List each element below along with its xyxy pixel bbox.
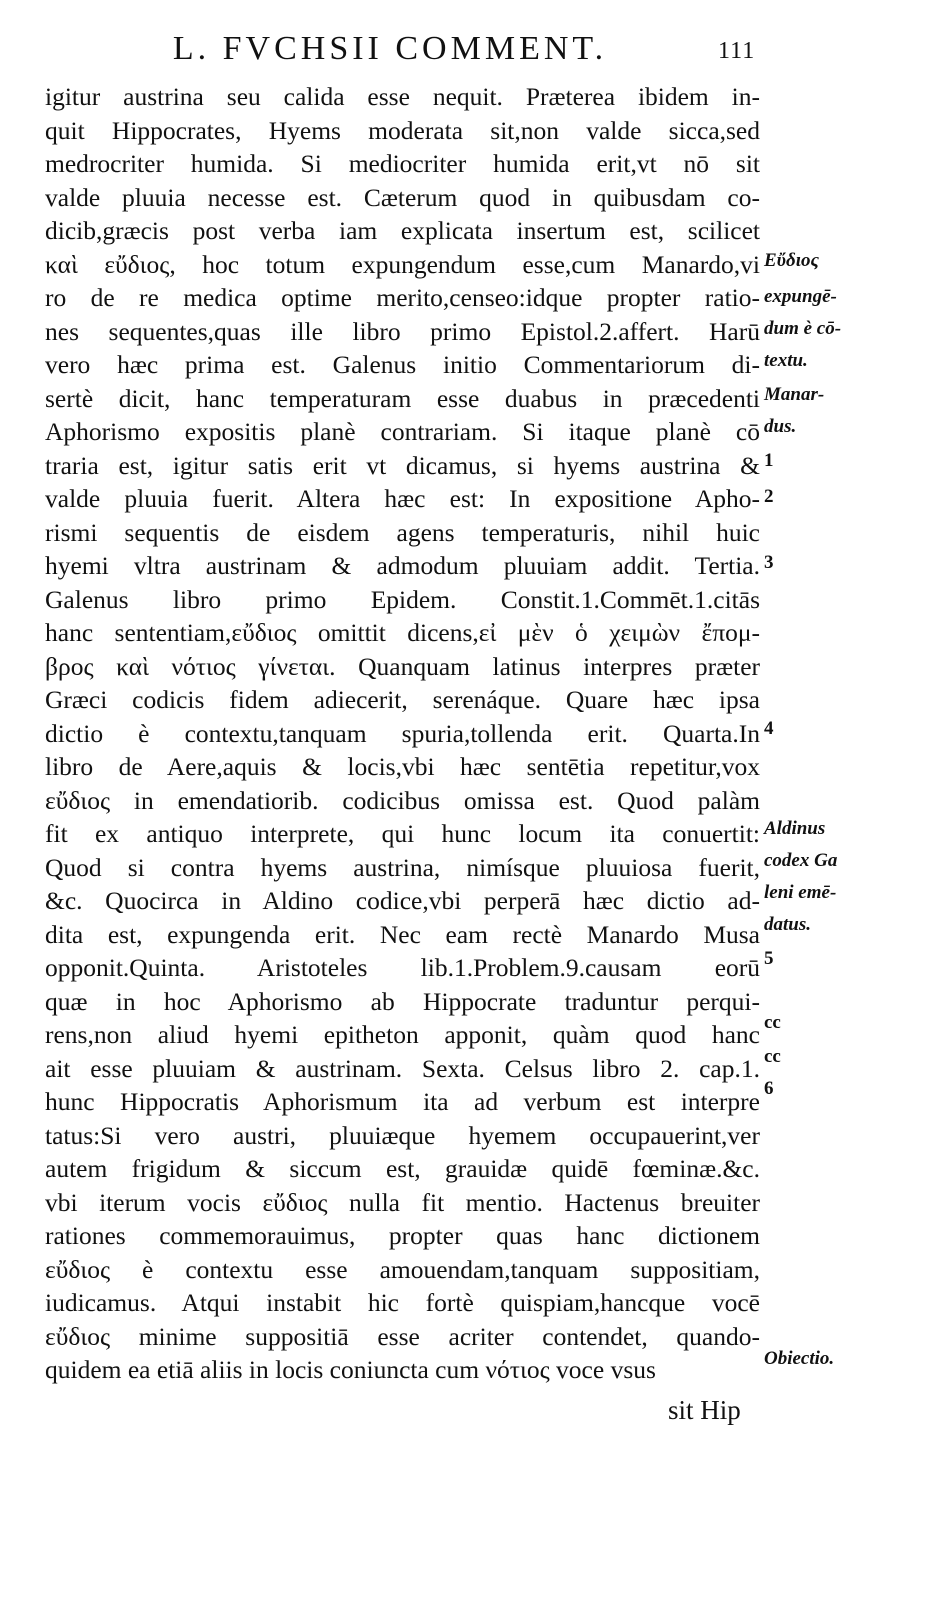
text-line: dita est, expungenda erit. Nec eam rectè Manardo Musa	[45, 919, 760, 949]
text-line: hanc sententiam,εὔδιος omittit dicens,εἰ μὲν ὁ χειμὼν ἔπομ-	[45, 618, 760, 647]
marginal-note-expunge: textu.	[764, 350, 808, 371]
text-line: hyemi vltra austrinam & admodum pluuiam addit. Tertia.	[45, 551, 760, 580]
text-line: medrocriter humida. Si mediocriter humida erit,vt nō sit	[45, 149, 760, 178]
text-line: vero hæc prima est. Galenus initio Commentariorum di-	[45, 350, 760, 379]
marginal-number: 5	[764, 948, 774, 969]
marginal-number: 2	[764, 486, 774, 507]
text-line: fit ex antiquo interprete, qui hunc locum ita conuertit:	[45, 819, 760, 848]
text-line: libro de Aere,aquis & locis,vbi hæc sentētia repetitur,vox	[45, 752, 760, 781]
text-line: vbi iterum vocis εὔδιος nulla fit mentio. Hactenus breuiter	[45, 1187, 760, 1217]
marginal-cc: cc	[764, 1012, 781, 1033]
text-line: igitur austrina seu calida esse nequit. Præterea ibidem in-	[45, 82, 760, 111]
marginal-number: 6	[764, 1078, 774, 1099]
text-line: rens,non aliud hyemi epitheton apponit, quàm quod hanc	[45, 1020, 760, 1049]
text-line: opponit.Quinta. Aristoteles lib.1.Problem.9.causam eorū	[45, 953, 760, 982]
marginal-note-aldinus: codex Ga	[764, 850, 838, 871]
running-title: L. FVCHSII COMMENT.	[172, 30, 608, 67]
text-line: iudicamus. Atqui instabit hic fortè quispiam,hancque vocē	[45, 1288, 760, 1317]
marginal-note-manardus: dus.	[764, 416, 797, 437]
text-line: rationes commemorauimus, propter quas hanc dictionem	[45, 1221, 760, 1250]
marginal-cc: cc	[764, 1046, 781, 1067]
text-line: Galenus libro primo Epidem. Constit.1.Commēt.1.citās	[45, 584, 760, 614]
text-line: Græci codicis fidem adiecerit, serenáque. Quare hæc ipsa	[45, 685, 760, 714]
marginal-note-aldinus: leni emē-	[764, 882, 837, 903]
text-line: valde pluuia fuerit. Altera hæc est: In expositione Apho-	[45, 484, 760, 513]
text-line: βρος καὶ νότιος γίνεται. Quanquam latinus interpres præter	[45, 651, 760, 681]
marginal-note-eudios: Εὔδιος	[764, 250, 819, 271]
text-line: hunc Hippocratis Aphorismum ita ad verbum est interpre	[45, 1087, 760, 1116]
text-line: ait esse pluuiam & austrinam. Sexta. Celsus libro 2. cap.1.	[45, 1053, 760, 1083]
text-line: sertè dicit, hanc temperaturam esse duabus in præcedenti	[45, 383, 760, 413]
text-line: traria est, igitur satis erit vt dicamus, si hyems austrina &	[45, 450, 760, 480]
text-line: καὶ εὔδιος, hoc totum expungendum esse,cum Manardo,vi	[45, 249, 760, 279]
text-line: quidem ea etiā aliis in locis coniuncta cum νότιος voce vsus	[45, 1355, 656, 1384]
text-line: autem frigidum & siccum est, grauidæ quidē fœminæ.&c.	[45, 1154, 760, 1183]
text-line: dicib,græcis post verba iam explicata insertum est, scilicet	[45, 216, 760, 245]
catchword: sit Hip	[668, 1395, 741, 1425]
text-line: Quod si contra hyems austrina, nimísque pluuiosa fuerit,	[45, 852, 760, 882]
marginal-note-expunge: dum è cō-	[764, 318, 842, 339]
marginal-note-expunge: expungē-	[764, 286, 837, 307]
text-line: Aphorismo expositis planè contrariam. Si itaque planè cō	[45, 417, 760, 446]
marginal-note-obiectio: Obiectio.	[764, 1348, 835, 1369]
text-line: dictio è contextu,tanquam spuria,tollenda erit. Quarta.In	[45, 718, 760, 748]
text-line: ro de re medica optime merito,censeo:idque propter ratio-	[45, 283, 760, 312]
text-line: quæ in hoc Aphorismo ab Hippocrate traduntur perqui-	[45, 986, 760, 1016]
text-line: quit Hippocrates, Hyems moderata sit,non valde sicca,sed	[45, 115, 760, 145]
text-line: εὔδιος in emendatiorib. codicibus omissa est. Quod palàm	[45, 785, 760, 815]
marginal-number: 1	[764, 450, 774, 471]
main-text-block	[45, 80, 760, 1387]
marginal-note-manardus: Manar-	[764, 384, 825, 405]
text-line: &c. Quocirca in Aldino codice,vbi perperā hæc dictio ad-	[45, 886, 760, 915]
text-line: nes sequentes,quas ille libro primo Epistol.2.affert. Harū	[45, 316, 760, 346]
text-line: rismi sequentis de eisdem agens temperaturis, nihil huic	[45, 517, 760, 547]
text-line: valde pluuia necesse est. Cæterum quod in quibusdam co-	[45, 182, 760, 212]
marginal-note-aldinus: Aldinus	[764, 818, 826, 839]
text-line: εὔδιος minime suppositiā esse acriter contendet, quando-	[45, 1321, 760, 1351]
text-line: tatus:Si vero austri, pluuiæque hyemem occupauerint,ver	[45, 1120, 760, 1150]
marginal-number: 4	[764, 718, 774, 739]
marginal-number: 3	[764, 552, 774, 573]
text-line: εὔδιος è contextu esse amouendam,tanquam suppositiam,	[45, 1254, 760, 1284]
marginal-note-aldinus: datus.	[764, 914, 811, 935]
page-number: 111	[718, 38, 756, 64]
